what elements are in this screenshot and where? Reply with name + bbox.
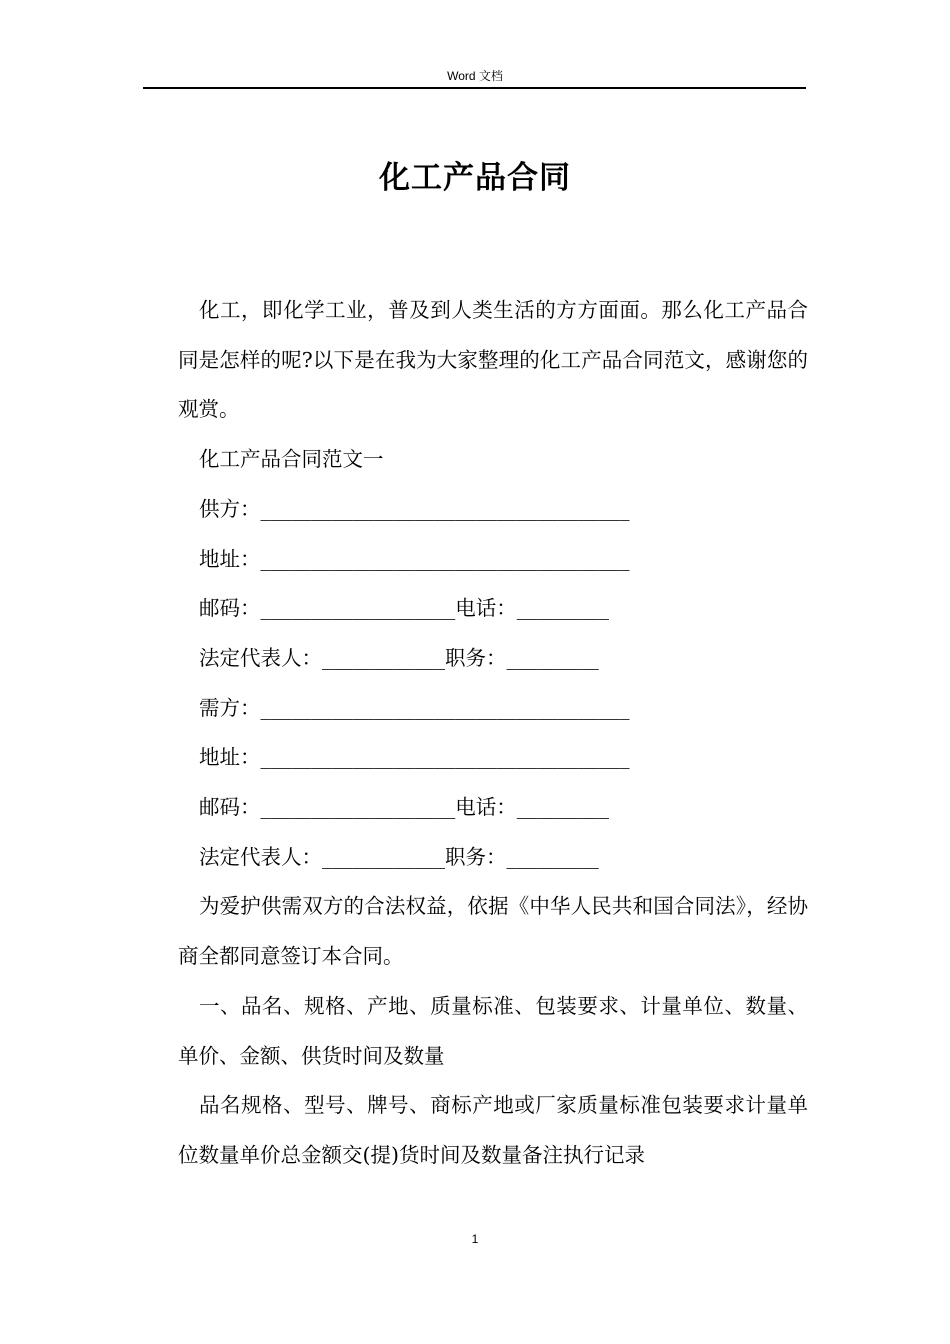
supplier-postcode-phone-field: 邮码：___________________电话：_________ [199, 596, 609, 621]
agreement-paragraph: 为爱护供需双方的合法权益，依据《中华人民共和国合同法》，经协商全都同意签订本合同。 [178, 894, 808, 969]
buyer-representative-field: 法定代表人：____________职务：_________ [199, 844, 599, 869]
supplier-representative-field: 法定代表人：____________职务：_________ [199, 645, 599, 670]
clause-one-heading: 一、品名、规格、产地、质量标准、包装要求、计量单位、数量、单价、金额、供货时间及数量 [178, 993, 808, 1068]
supplier-field: 供方：____________________________________ [199, 496, 630, 521]
intro-paragraph: 化工，即化学工业，普及到人类生活的方方面面。那么化工产品合同是怎样的呢?以下是在我为大家整理的化工产品合同范文，感谢您的观赏。 [178, 298, 808, 422]
buyer-address-field: 地址：____________________________________ [199, 745, 630, 770]
header-divider [143, 87, 806, 89]
header-label: Word 文档 [447, 69, 503, 83]
clause-one-table-header: 品名规格、型号、牌号、商标产地或厂家质量标准包装要求计量单位数量单价总金额交(提)货时间及数量备注执行记录 [178, 1093, 808, 1167]
supplier-address-field: 地址：____________________________________ [199, 546, 630, 571]
document-title: 化工产品合同 [379, 160, 571, 196]
section-heading-sample-one: 化工产品合同范文一 [199, 447, 384, 472]
buyer-postcode-phone-field: 邮码：___________________电话：_________ [199, 795, 609, 820]
buyer-field: 需方：____________________________________ [199, 695, 630, 720]
page-number: 1 [471, 1232, 479, 1246]
document-body [178, 286, 808, 1181]
